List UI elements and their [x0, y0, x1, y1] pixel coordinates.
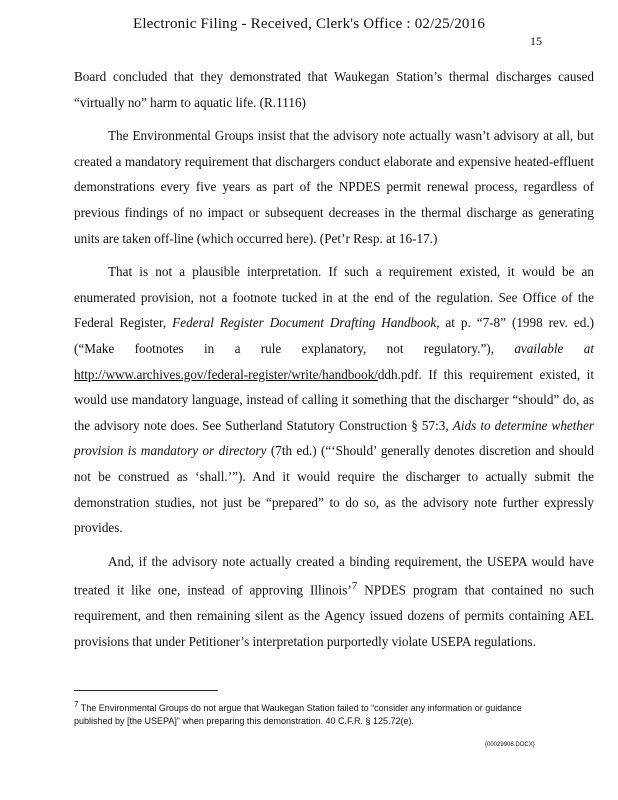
paragraph-continuation: Board concluded that they demonstrated that Waukegan Station’s thermal discharges caused “virtually no” harm to aquatic life. (R.1116) — [74, 69, 594, 110]
document-body — [74, 64, 594, 654]
footnote-divider — [74, 690, 218, 691]
document-id: {00029906.DOCX} — [485, 742, 535, 748]
available-at: available at — [514, 340, 594, 356]
page-number: 15 — [530, 34, 542, 48]
p4-text-a: And, if the advisory note actually created a binding requirement, the USEPA would have treated it like one, instead of approving Illinois’ — [74, 553, 594, 598]
footnote-text: The Environmental Groups do not argue that Waukegan Station failed to “consider any information or guidance published by [the USEPA]” when preparing this demonstration. 40 C.F.R. § 125.72(e). — [74, 703, 522, 726]
footnote-7 — [74, 698, 544, 728]
p3-text-f: ddh.pdf. If this requirement existed, it would use mandatory language, instead of calling it something that the discharger “should” do, as the advisory note does. See Sutherland Statutory Construction § 57:3, — [74, 366, 594, 433]
footnote-marker: 7 — [74, 700, 79, 709]
paragraph-binding-requirement — [74, 549, 594, 655]
p3-text-c: , at p. “7-8” (1998 rev. ed.) (“Make footnotes in a rule explanatory, not regulatory.”), — [74, 315, 595, 356]
p3-text-a: That is not a plausible interpretation. If such a requirement existed, it would be an enumerated provision, not a footnote tucked in at the end of the regulation. See Office of the Federal Register, — [74, 264, 594, 331]
filing-stamp: Electronic Filing - Received, Clerk's Office : 02/25/2016 — [132, 16, 486, 32]
p3-text-h: (7th ed.) (“‘Should’ generally denotes discretion and should not be construed as ‘shall.’”). And it would require the discharger to actually submit the demonstration studies, not just be “prepared” to do so, as the advisory note further expressly provides. — [74, 443, 595, 536]
handbook-title: Federal Register Document Drafting Handbook — [172, 315, 437, 331]
paragraph-plausible-interpretation — [74, 259, 594, 541]
footnote-ref-7: 7 — [351, 580, 358, 593]
handbook-url-link[interactable]: http://www.archives.gov/federal-register/write/handbook/ — [74, 366, 378, 382]
sutherland-section-title: Aids to determine whether provision is mandatory or directory — [74, 417, 595, 459]
p4-text-b: NPDES program that contained no such requirement, and then remaining silent as the Agency issued dozens of permits containing AEL provisions that under Petitioner’s interpretation purportedly violate USEPA regulations. — [74, 582, 594, 649]
paragraph-environmental-groups: The Environmental Groups insist that the advisory note actually wasn’t advisory at all, but created a mandatory requirement that dischargers conduct elaborate and expensive heated-effluent demonstrations every five years as part of the NPDES permit renewal process, regardless of previous findings of no impact or subsequent decreases in the thermal discharge as generating units are taken off-line (which occurred here). (Pet’r Resp. at 16-17.) — [74, 128, 594, 246]
